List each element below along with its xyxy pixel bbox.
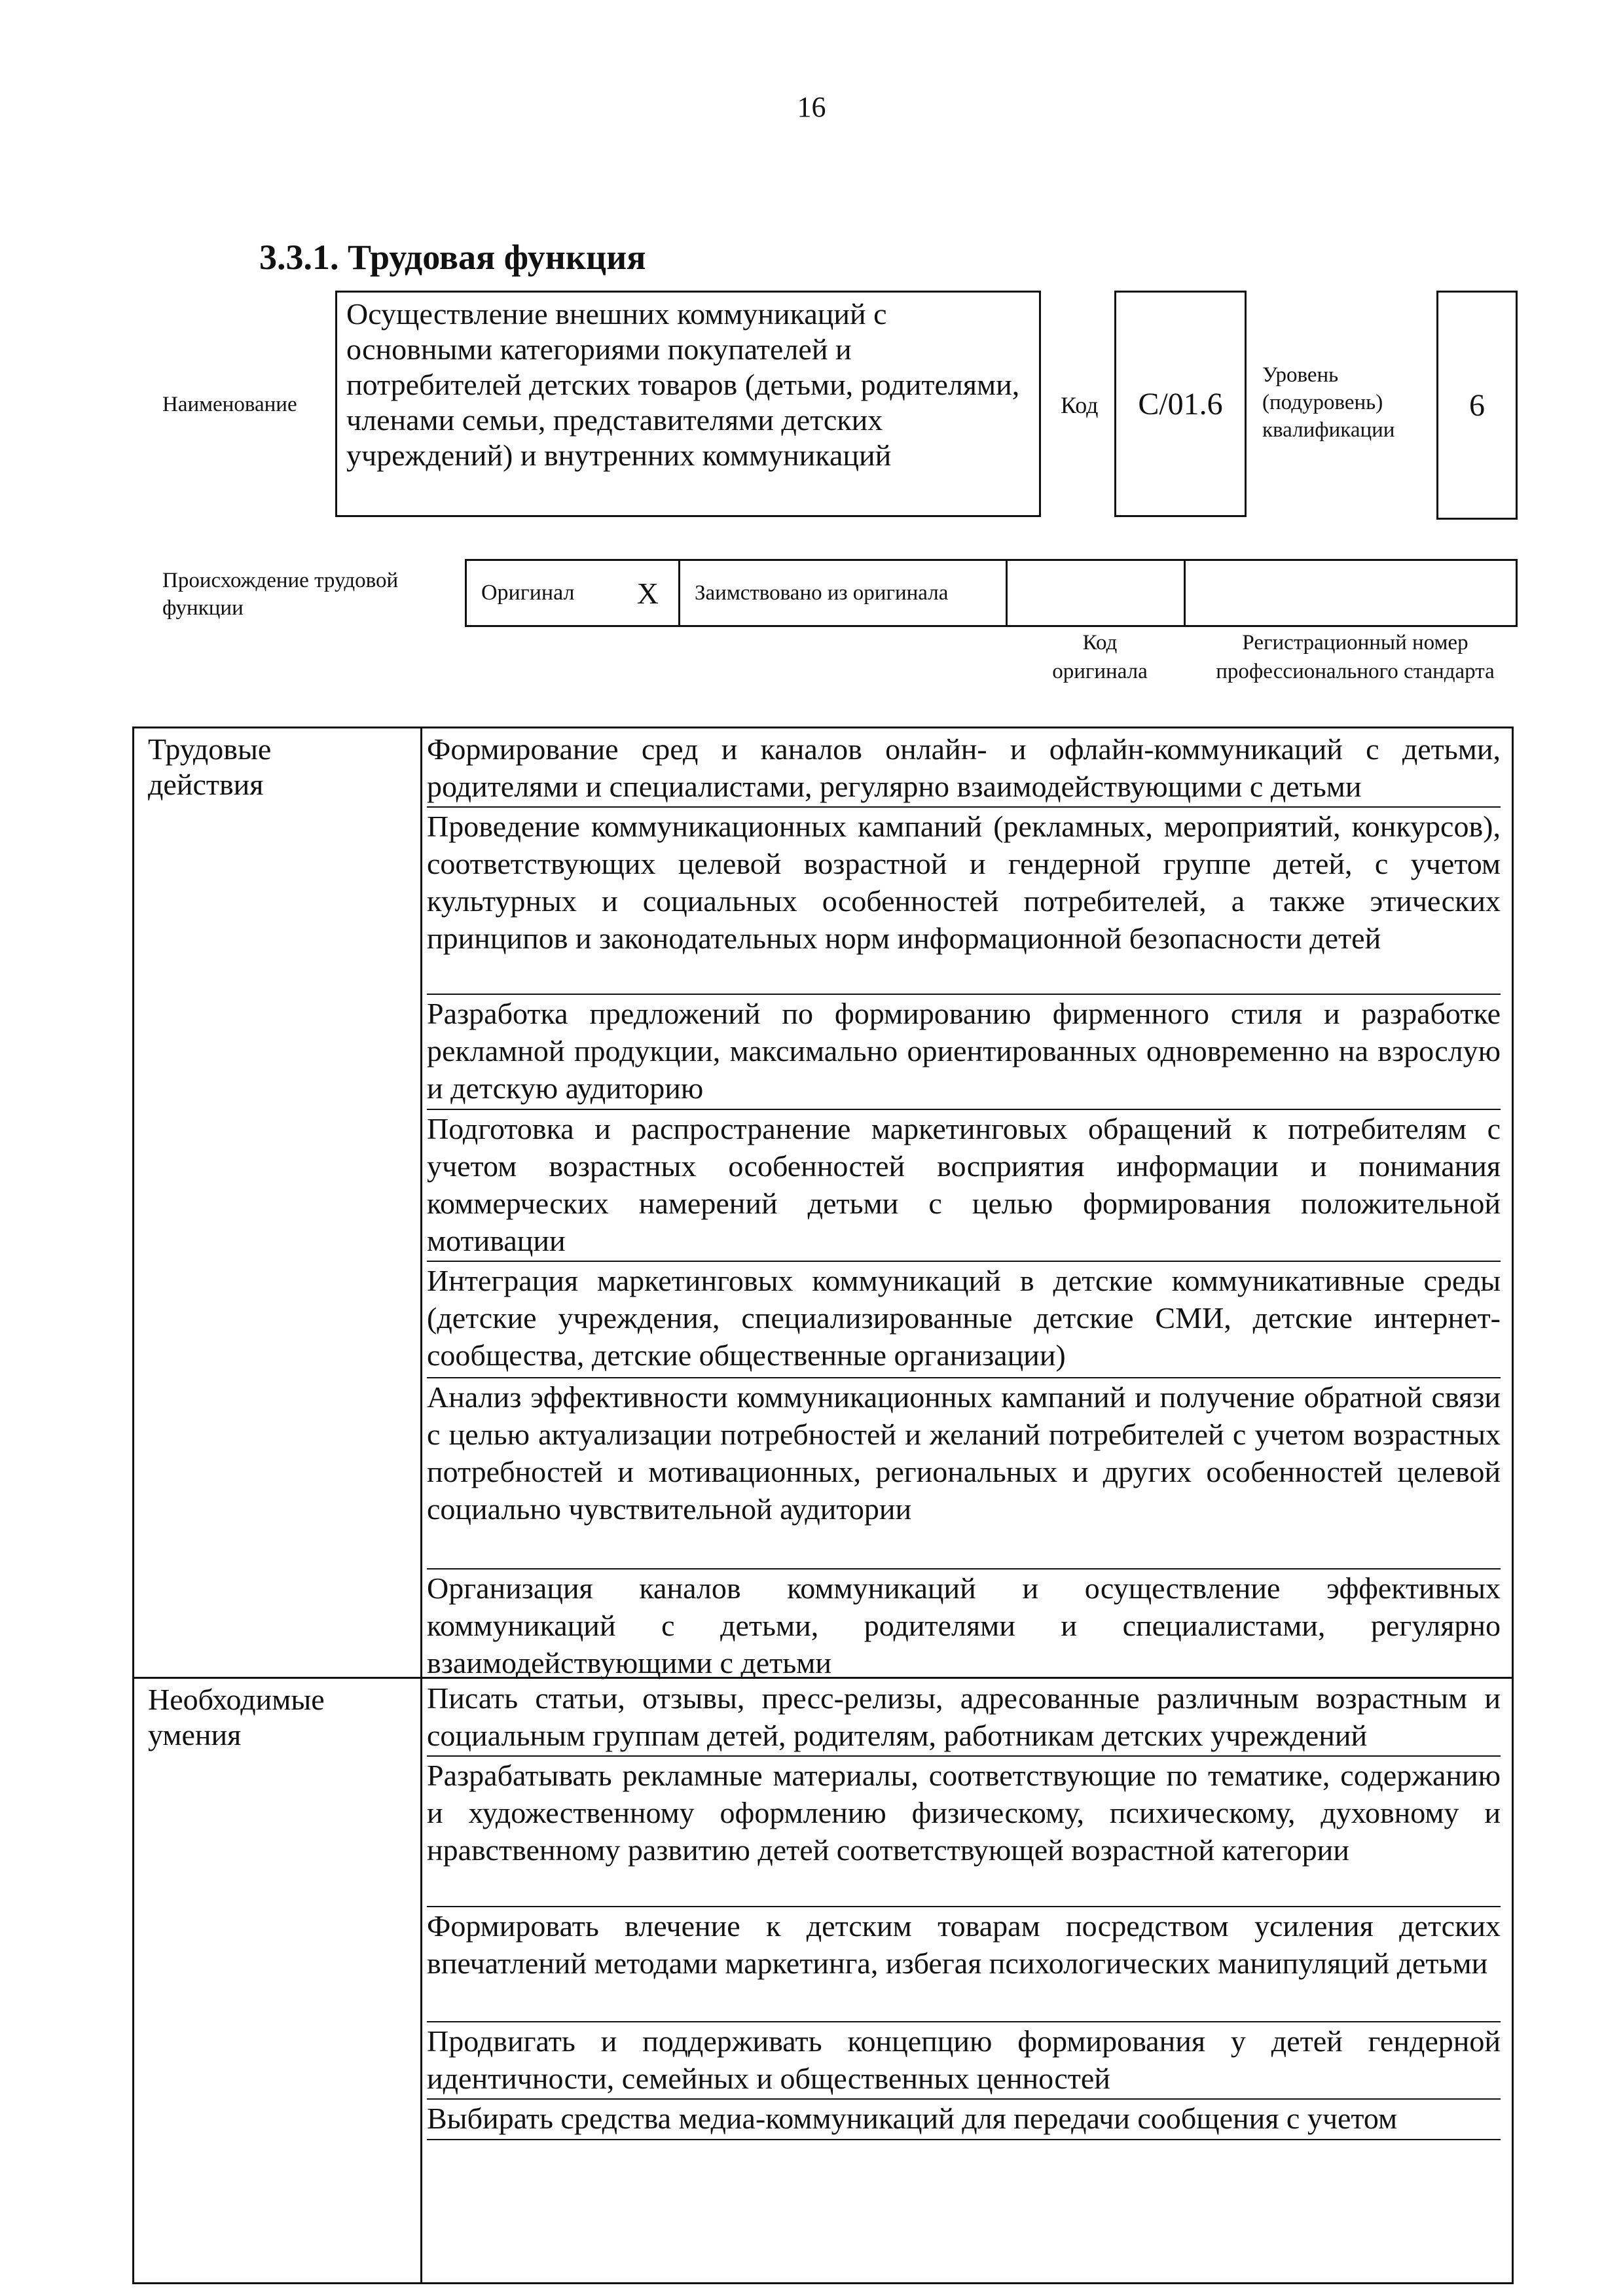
labor-action-item: Проведение коммуникационных кампаний (рекламных, мероприятий, конкурсов), соответствующих целевой возрастной и гендерной группе детей, с учетом культурных и социальных особенностей потребителей, а также этических принципов и законодательных норм информационной безопасности детей (427, 808, 1501, 995)
origin-label-line2: функции (162, 596, 244, 620)
skill-item: Продвигать и поддерживать концепцию формирования у детей гендерной идентичности, семейных и общественных ценностей (427, 2022, 1501, 2100)
origin-reg-number-cell (1186, 561, 1516, 625)
labor-action-item: Разработка предложений по формированию фирменного стиля и разработке рекламной продукции, максимально ориентированных одновременно на взрослую и детскую аудиторию (427, 995, 1501, 1110)
origin-borrowed-cell (680, 561, 1008, 625)
labor-actions-label-line1: Трудовые (148, 732, 272, 766)
level-label (1262, 361, 1395, 444)
skills-label-line1: Необходимые (148, 1683, 325, 1716)
origin-code-caption (1021, 628, 1178, 686)
skill-item: Выбирать средства медиа-коммуникаций для передачи сообщения с учетом (427, 2100, 1501, 2140)
labor-actions-label-line2: действия (148, 768, 264, 801)
origin-code-caption-line1: Код (1082, 631, 1118, 655)
original-mark: X (636, 576, 659, 610)
labor-action-item: Интеграция маркетинговых коммуникаций в детские коммуникативные среды (детские учреждения, специализированные детские СМИ, детские интернет-сообщества, детские общественные организации) (427, 1262, 1501, 1378)
section-title: 3.3.1. Трудовая функция (259, 238, 646, 277)
origin-reg-caption (1192, 628, 1519, 686)
skill-item: Разрабатывать рекламные материалы, соответствующие по тематике, содержанию и художественному оформлению физическому, психическому, духовному и нравственному развитию детей соответствующей возрастной категории (427, 1757, 1501, 1907)
level-label-line2: (подуровень) (1262, 391, 1383, 414)
origin-reg-caption-line2: профессионального стандарта (1216, 660, 1495, 683)
labor-action-item: Подготовка и распространение маркетинговых обращений к потребителям с учетом возрастных особенностей восприятия информации и понимания коммерческих намерений детьми с целью формирования положительной мотивации (427, 1110, 1501, 1262)
code-label: Код (1061, 392, 1099, 418)
skill-item: Писать статьи, отзывы, пресс-релизы, адресованные различным возрастным и социальным группам детей, родителям, работникам детских учреждений (427, 1679, 1501, 1757)
origin-code-caption-line2: оригинала (1052, 660, 1148, 683)
origin-label (162, 567, 398, 622)
skills-label-line2: умения (148, 1718, 242, 1751)
name-label: Наименование (162, 393, 297, 416)
level-label-line1: Уровень (1262, 363, 1339, 387)
origin-label-line1: Происхождение трудовой (162, 569, 399, 592)
origin-table (465, 559, 1518, 627)
origin-original-cell (467, 561, 680, 625)
level-label-line3: квалификации (1262, 418, 1395, 442)
labor-action-item: Анализ эффективности коммуникационных кампаний и получение обратной связи с целью актуализации потребностей и желаний потребителей с учетом возрастных потребностей и мотивационных, региональных и других особенностей целевой социально чувствительной аудитории (427, 1378, 1501, 1570)
labor-actions-label (148, 732, 271, 802)
function-name-box: Осуществление внешних коммуникаций с основными категориями покупателей и потребителей детских товаров (детьми, родителями, членами семьи, представителями детских учреждений) и внутренних коммуникаций (335, 291, 1041, 517)
labor-action-item: Организация каналов коммуникаций и осуществление эффективных коммуникаций с детьми, родителями и специалистами, регулярно взаимодействующими с детьми (427, 1571, 1501, 1679)
skills-label (148, 1682, 325, 1753)
original-label: Оригинал (481, 581, 575, 605)
table-column-divider (420, 726, 422, 2283)
function-code-value: C/01.6 (1138, 386, 1223, 422)
function-code-box (1114, 291, 1247, 517)
skill-item: Формировать влечение к детским товарам посредством усиления детских впечатлений методами маркетинга, избегая психологических манипуляций детьми (427, 1907, 1501, 2022)
page-number: 16 (797, 91, 826, 123)
level-value: 6 (1469, 387, 1485, 423)
origin-code-cell (1008, 561, 1186, 625)
origin-reg-caption-line1: Регистрационный номер (1242, 631, 1468, 655)
labor-action-item: Формирование сред и каналов онлайн- и офлайн-коммуникаций с детьми, родителями и специалистами, регулярно взаимодействующими с детьми (427, 730, 1501, 808)
level-value-box (1436, 291, 1518, 520)
borrowed-label: Заимствовано из оригинала (695, 581, 949, 605)
